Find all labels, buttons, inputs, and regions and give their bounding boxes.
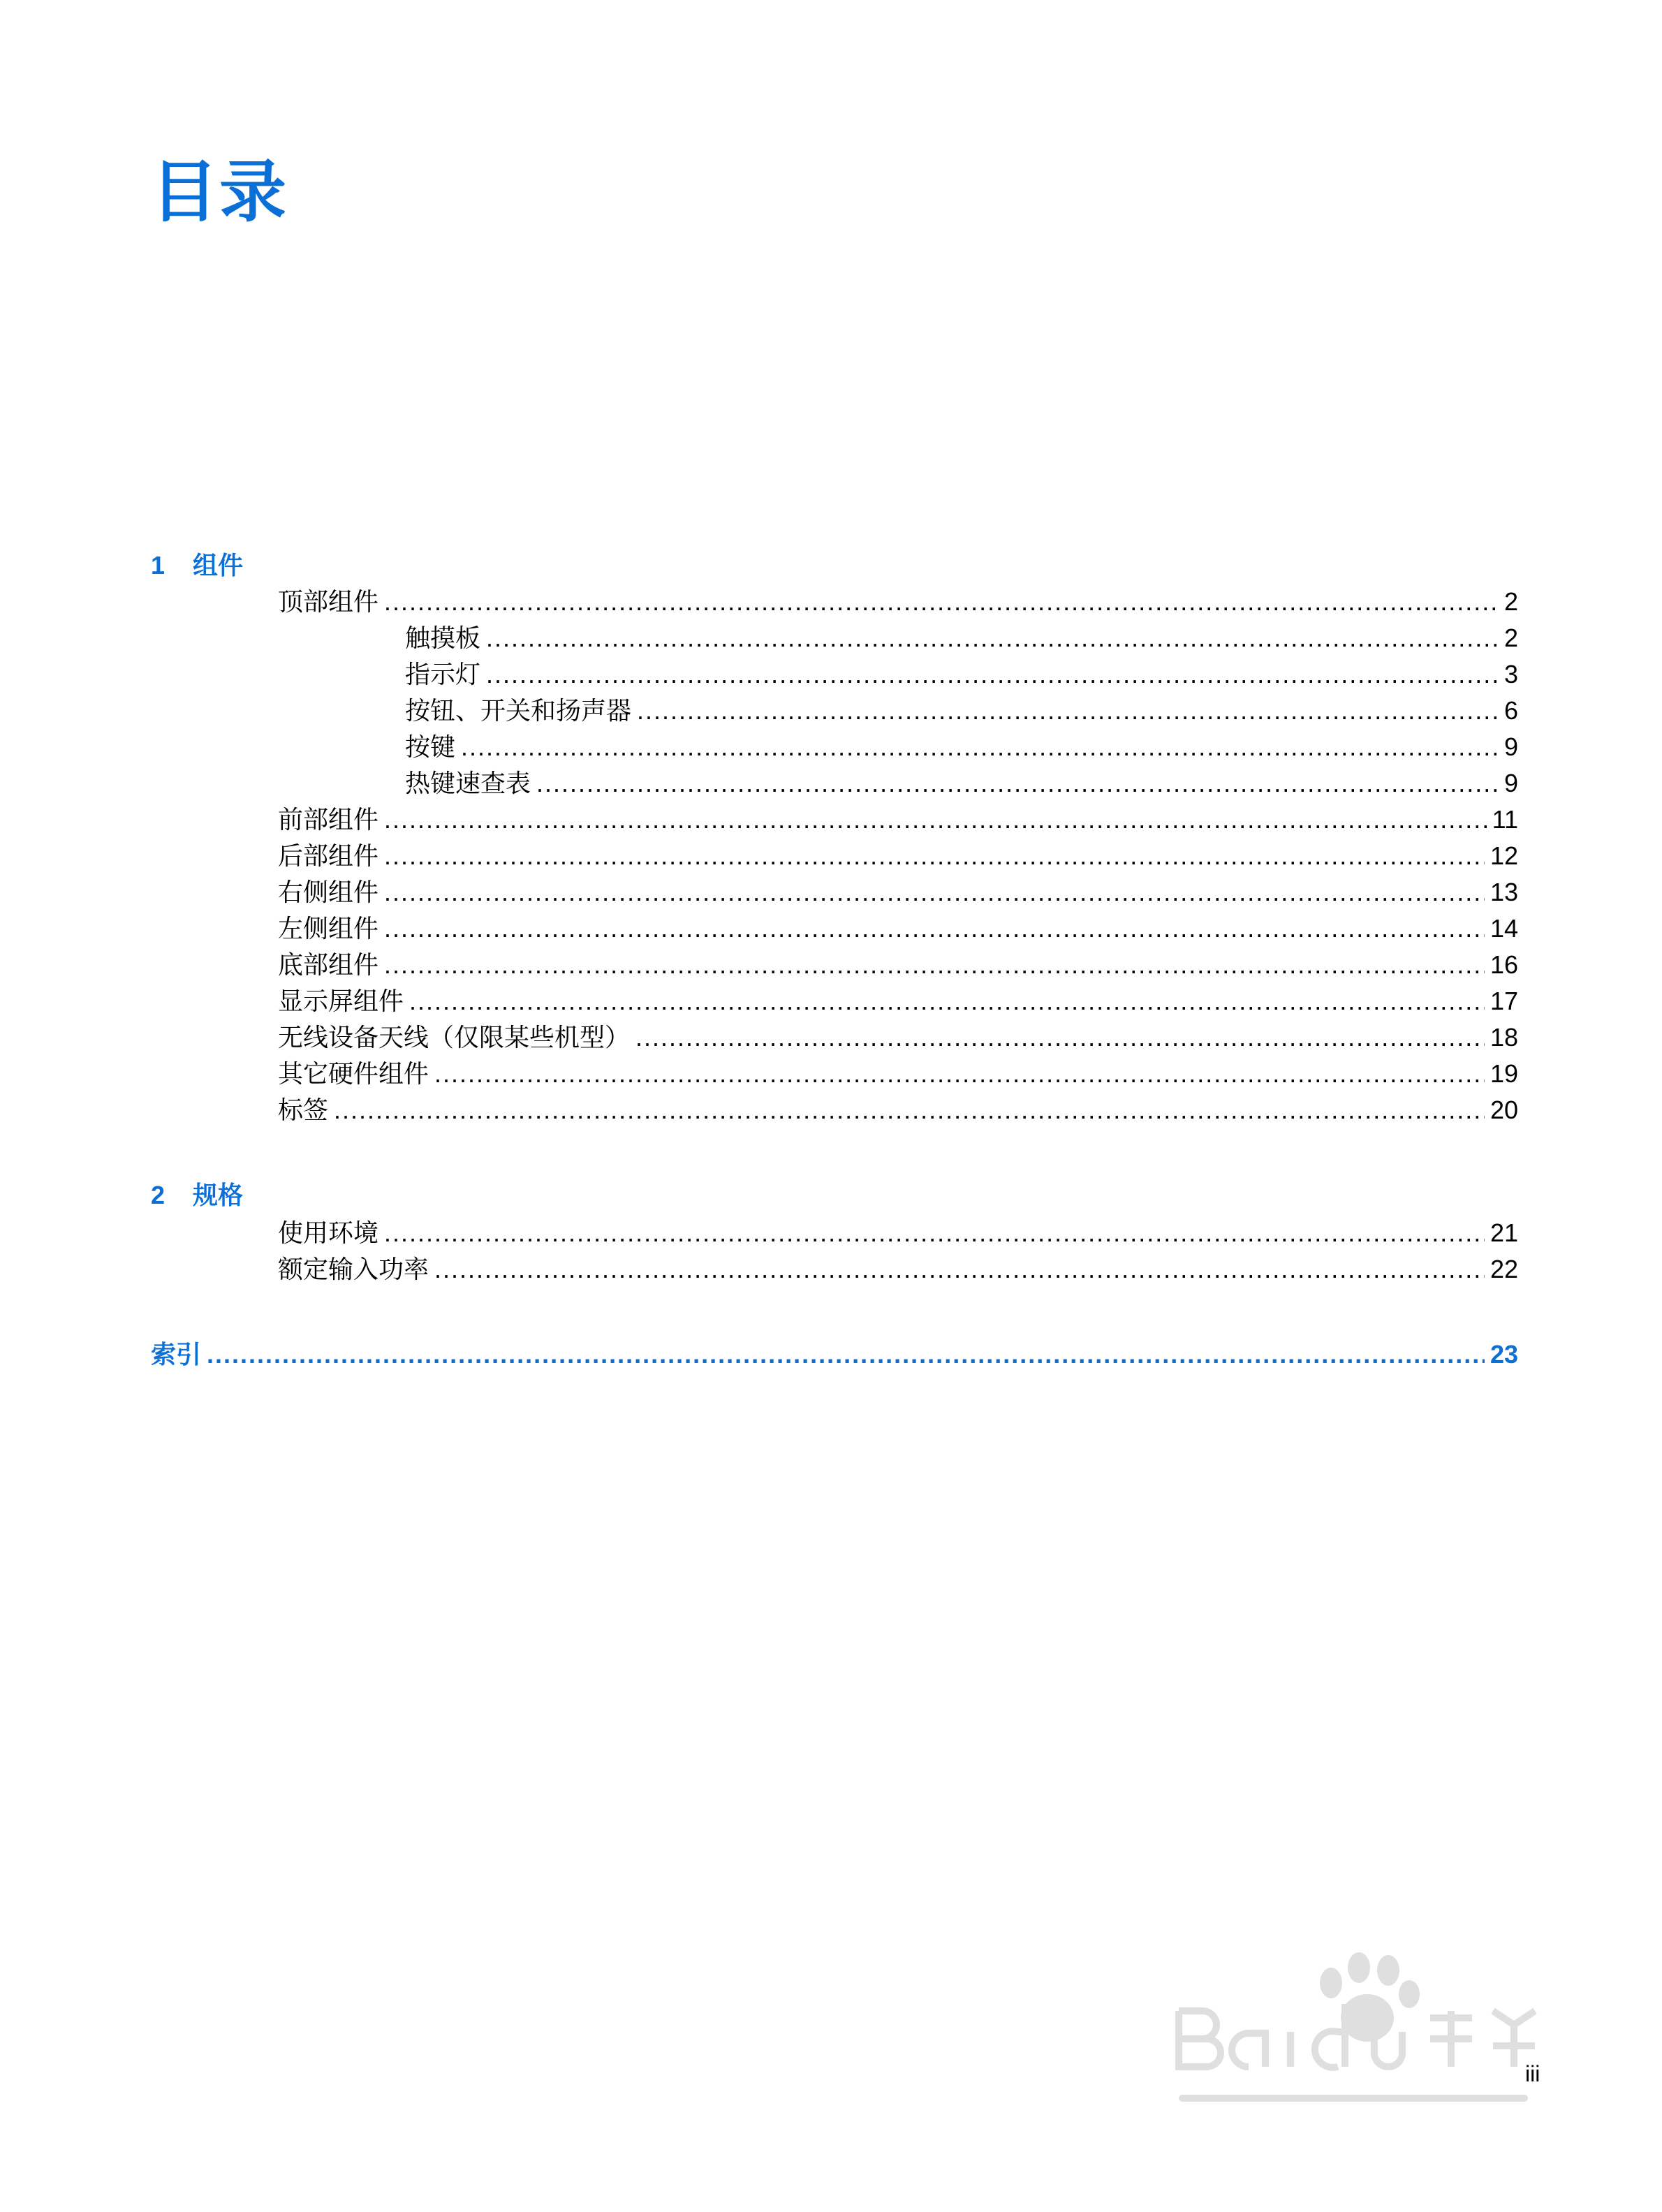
leader-dots (409, 986, 1485, 1017)
leader-dots (536, 768, 1499, 799)
toc-entry[interactable] (278, 986, 1518, 1017)
page-number: iii (1525, 2061, 1540, 2086)
toc-entry-page: 18 (1490, 1023, 1518, 1052)
toc-entry[interactable] (405, 732, 1518, 762)
leader-dots (434, 1059, 1485, 1089)
toc-entry-page: 11 (1492, 805, 1518, 834)
leader-dots (207, 1339, 1485, 1370)
leader-dots (384, 587, 1499, 617)
toc-entry-label: 左侧组件 (278, 914, 379, 943)
toc-entry-label: 底部组件 (278, 950, 379, 979)
leader-dots (461, 732, 1499, 762)
toc-entry[interactable] (278, 1022, 1518, 1053)
leader-dots (434, 1254, 1485, 1285)
toc-entry-label: 右侧组件 (278, 878, 379, 906)
chapter-title: 规格 (193, 1181, 244, 1209)
toc-entry-page: 2 (1503, 587, 1518, 616)
toc-entry[interactable] (278, 1218, 1518, 1248)
leader-dots (384, 1218, 1485, 1248)
leader-dots (384, 877, 1485, 908)
leader-dots (637, 695, 1499, 726)
toc-entry-page: 2 (1503, 624, 1518, 652)
leader-dots (384, 950, 1485, 980)
toc-entry[interactable] (405, 695, 1518, 726)
toc-index-page: 23 (1490, 1340, 1518, 1369)
toc-entry-label: 显示屏组件 (278, 987, 404, 1015)
toc-entry-label: 标签 (278, 1096, 329, 1124)
toc-entry-page: 12 (1490, 841, 1518, 870)
toc-entry[interactable] (278, 1059, 1518, 1089)
toc-entry-label: 无线设备天线（仅限某些机型） (278, 1023, 631, 1052)
chapter-number: 2 (151, 1181, 166, 1209)
toc-entry-page: 9 (1503, 769, 1518, 797)
leader-dots (384, 804, 1487, 835)
toc-entry[interactable] (278, 841, 1518, 871)
chapter-2-heading[interactable] (151, 1180, 243, 1211)
toc-entry-page: 19 (1490, 1059, 1518, 1088)
toc-entry[interactable] (278, 1095, 1518, 1126)
chapter-number: 1 (151, 551, 166, 580)
toc-entry-label: 前部组件 (278, 805, 379, 834)
toc-entry-label: 按键 (405, 732, 456, 761)
toc-entry[interactable] (278, 950, 1518, 980)
toc-entry-label: 使用环境 (278, 1218, 379, 1247)
toc-entry[interactable] (278, 587, 1518, 617)
toc-entry-page: 14 (1490, 914, 1518, 943)
page-title: 目录 (151, 155, 288, 230)
toc-entry-page: 17 (1490, 987, 1518, 1015)
leader-dots (486, 623, 1499, 654)
toc-entry[interactable] (278, 877, 1518, 908)
toc-entry-page: 6 (1503, 696, 1518, 725)
toc-entry-label: 指示灯 (405, 660, 481, 688)
baidu-watermark-logo (1165, 1934, 1556, 2144)
toc-entry[interactable] (405, 623, 1518, 654)
toc-entry-page: 9 (1503, 732, 1518, 761)
toc-entry[interactable] (278, 804, 1518, 835)
toc-entry-page: 16 (1490, 950, 1518, 979)
toc-entry-page: 3 (1503, 660, 1518, 688)
toc-entry-label: 触摸板 (405, 624, 481, 652)
toc-entry-page: 22 (1490, 1255, 1518, 1283)
toc-entry[interactable] (278, 913, 1518, 944)
toc-entry-label: 后部组件 (278, 841, 379, 870)
leader-dots (486, 659, 1499, 690)
toc-index-label: 索引 (151, 1340, 202, 1369)
toc-index-entry[interactable] (151, 1339, 1518, 1370)
leader-dots (334, 1095, 1485, 1126)
toc-entry[interactable] (405, 659, 1518, 690)
leader-dots (384, 841, 1485, 871)
toc-entry[interactable] (405, 768, 1518, 799)
toc-entry-page: 13 (1490, 878, 1518, 906)
leader-dots (384, 913, 1485, 944)
toc-entry-label: 顶部组件 (278, 587, 379, 616)
chapter-1-heading[interactable] (151, 550, 243, 581)
toc-entry-label: 额定输入功率 (278, 1255, 429, 1283)
toc-entry-page: 20 (1490, 1096, 1518, 1124)
chapter-title: 组件 (193, 551, 244, 580)
toc-entry-label: 其它硬件组件 (278, 1059, 429, 1088)
leader-dots (635, 1022, 1485, 1053)
url-text-shape (1179, 2095, 1528, 2102)
toc-entry-label: 热键速查表 (405, 769, 531, 797)
toc-entry-page: 21 (1490, 1218, 1518, 1247)
toc-entry[interactable] (278, 1254, 1518, 1285)
toc-entry-label: 按钮、开关和扬声器 (405, 696, 632, 725)
